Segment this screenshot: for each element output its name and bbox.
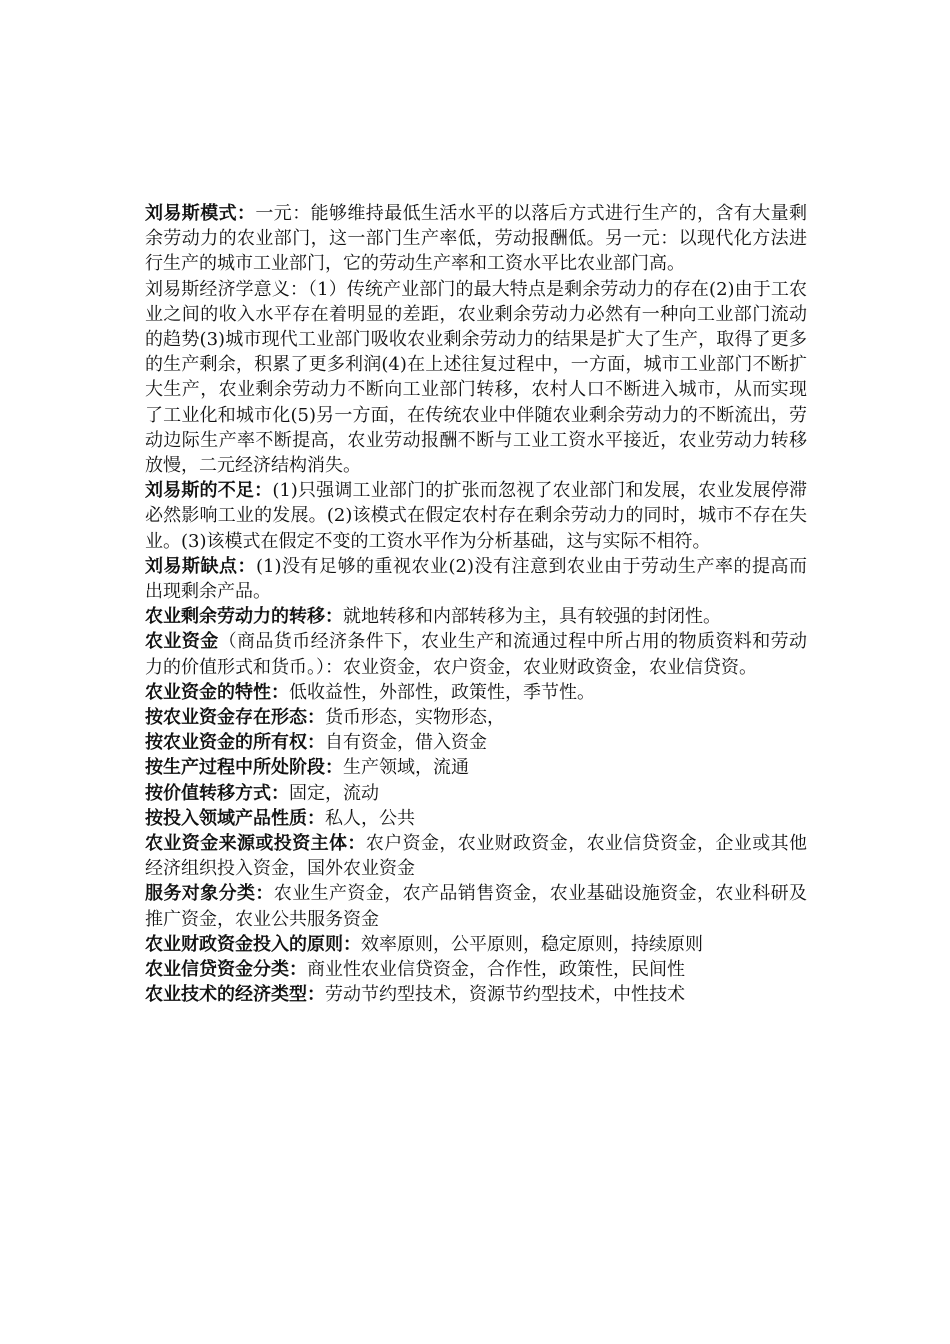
paragraph-fund-features (145, 680, 807, 705)
term-label: 农业财政资金投入的原则： (145, 933, 361, 955)
paragraph-text: 就地转移和内部转移为主，具有较强的封闭性。 (343, 606, 721, 628)
paragraph-by-product-nature (145, 806, 807, 831)
paragraph-text: 刘易斯经济学意义：（1）传统产业部门的最大特点是剩余劳动力的存在(2)由于工农业之间的收入水平存在着明显的差距，农业剩余劳动力必然有一种向工业部门流动的趋势(3)城市现代工业部门吸收农业剩余劳动力的结果是扩大了生产，取得了更多的生产剩余，积累了更多利润(4)在上述往复过程中，一方面，城市工业部门不断扩大生产，农业剩余劳动力不断向工业部门转移，农村人口不断进入城市，从而实现了工业化和城市化(5)另一方面，在传统农业中伴随农业剩余劳动力的不断流出，劳动边际生产率不断提高，农业劳动报酬不断与工业工资水平接近，农业劳动力转移放慢，二元经济结构消失。 (145, 278, 807, 477)
paragraph-lewis-defects (145, 554, 807, 604)
paragraph-by-ownership (145, 730, 807, 755)
paragraph-agri-funds (145, 629, 807, 679)
paragraph-text: 私人，公共 (325, 807, 415, 829)
paragraph-labor-transfer (145, 604, 807, 629)
term-label: 刘易斯的不足： (145, 480, 273, 502)
term-label: 按投入领域产品性质： (145, 807, 325, 829)
term-label: 农业剩余劳动力的转移： (145, 606, 343, 628)
paragraph-text: 商业性农业信贷资金，合作性，政策性，民间性 (307, 959, 685, 981)
paragraph-text: 低收益性，外部性，政策性，季节性。 (289, 681, 595, 703)
term-label: 服务对象分类： (145, 883, 274, 905)
term-label: 按农业资金的所有权： (145, 732, 325, 754)
term-label: 按生产过程中所处阶段： (145, 757, 343, 779)
paragraph-text: 固定，流动 (289, 782, 379, 804)
paragraph-tech-types (145, 982, 807, 1007)
term-label: 农业信贷资金分类： (145, 959, 307, 981)
paragraph-text: 生产领域，流通 (343, 757, 469, 779)
paragraph-text: 农业生产资金，农产品销售资金，农业基础设施资金，农业科研及推广资金，农业公共服务资金 (145, 883, 808, 930)
paragraph-text: 农户资金，农业财政资金，农业信贷资金，企业或其他经济组织投入资金，国外农业资金 (145, 833, 808, 880)
paragraph-text: 自有资金，借入资金 (325, 732, 487, 754)
term-label: 农业资金 (145, 631, 219, 653)
paragraph-by-stage (145, 755, 807, 780)
paragraph-text: （商品货币经济条件下，农业生产和流通过程中所占用的物质资料和劳动力的价值形式和货币。）：农业资金，农户资金，农业财政资金，农业信贷资。 (145, 631, 808, 678)
paragraph-text: 效率原则，公平原则，稳定原则，持续原则 (361, 933, 703, 955)
term-label: 刘易斯模式： (145, 203, 256, 224)
paragraph-text: 货币形态，实物形态， (325, 707, 505, 729)
term-label: 按农业资金存在形态： (145, 707, 325, 729)
paragraph-by-value-transfer (145, 781, 807, 806)
document-page (145, 201, 807, 1008)
term-label: 农业资金的特性： (145, 681, 289, 703)
paragraph-lewis-shortcomings (145, 478, 807, 554)
paragraph-text: 劳动节约型技术，资源节约型技术，中性技术 (325, 984, 685, 1006)
paragraph-by-form (145, 705, 807, 730)
term-label: 刘易斯缺点： (145, 555, 256, 577)
term-label: 按价值转移方式： (145, 782, 289, 804)
paragraph-credit-types (145, 957, 807, 982)
paragraph-fiscal-principles (145, 932, 807, 957)
term-label: 农业资金来源或投资主体： (145, 833, 366, 855)
paragraph-fund-sources (145, 831, 807, 881)
paragraph-lewis-model (145, 201, 807, 277)
paragraph-text: 一元：能够维持最低生活水平的以落后方式进行生产的，含有大量剩余劳动力的农业部门，这一部门生产率低，劳动报酬低。另一元：以现代化方法进行生产的城市工业部门，它的劳动生产率和工资水平比农业部门高。 (145, 203, 808, 275)
term-label: 农业技术的经济类型： (145, 984, 325, 1006)
paragraph-service-targets (145, 881, 807, 931)
paragraph-text: (1)只强调工业部门的扩张而忽视了农业部门和发展，农业发展停滞必然影响工业的发展。(2)该模式在假定农村存在剩余劳动力的同时，城市不存在失业。(3)该模式在假定不变的工资水平作为分析基础，这与实际不相符。 (145, 480, 808, 552)
paragraph-text: (1)没有足够的重视农业(2)没有注意到农业由于劳动生产率的提高而出现剩余产品。 (145, 555, 807, 603)
paragraph-lewis-significance (145, 277, 807, 479)
